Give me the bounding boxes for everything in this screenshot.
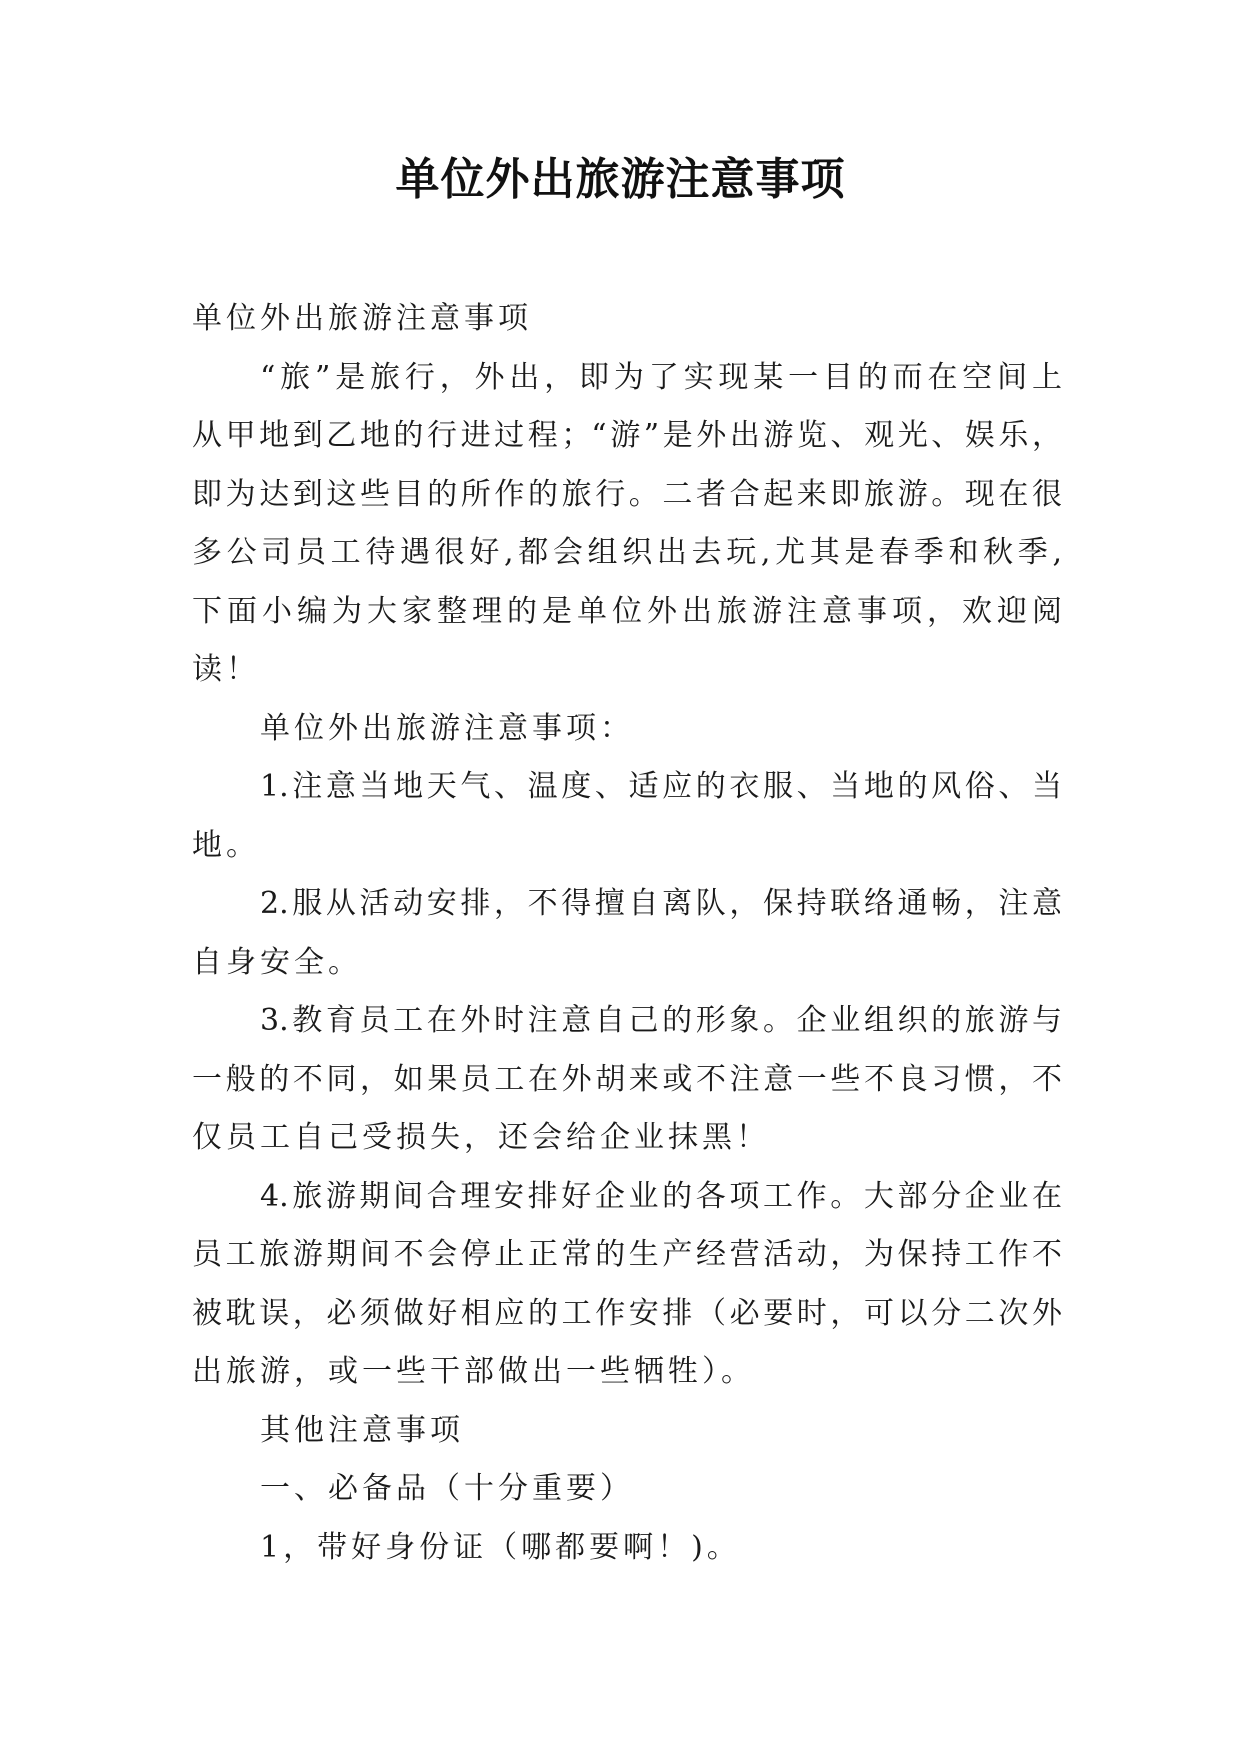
subsection-heading: 一、必备品（十分重要） — [260, 1471, 634, 1506]
list-item-2-cont: 自身安全。 — [192, 944, 362, 980]
subsection-item-1: 1，带好身份证（哪都要啊！)。 — [260, 1529, 741, 1565]
body-line: 多公司员工待遇很好,都会组织出去玩,尤其是春季和秋季, — [192, 535, 1062, 570]
list-item-3-cont: 仅员工自己受损失，还会给企业抹黑！ — [192, 1120, 770, 1155]
document-title: 单位外出旅游注意事项 — [395, 154, 846, 205]
list-item-4-cont: 被耽误，必须做好相应的工作安排（必要时，可以分二次外 — [192, 1295, 1062, 1331]
body-line: 即为达到这些目的所作的旅行。二者合起来即旅游。现在很 — [192, 476, 1062, 512]
body-line: “旅”是旅行，外出，即为了实现某一目的而在空间上 — [260, 359, 1062, 395]
list-item-1: 1.注意当地天气、温度、适应的衣服、当地的风俗、当 — [260, 769, 1062, 804]
list-item-3-cont: 一般的不同，如果员工在外胡来或不注意一些不良习惯，不 — [192, 1061, 1062, 1097]
list-item-4-cont: 出旅游，或一些干部做出一些牺牲）。 — [192, 1354, 755, 1389]
body-line: 从甲地到乙地的行进过程；“游”是外出游览、观光、娱乐， — [192, 418, 1062, 453]
document-body — [192, 290, 1062, 1577]
body-line-subtitle: 单位外出旅游注意事项 — [192, 301, 532, 336]
body-line: 读！ — [192, 652, 260, 687]
section-heading: 单位外出旅游注意事项： — [260, 710, 634, 746]
list-item-4: 4.旅游期间合理安排好企业的各项工作。大部分企业在 — [260, 1178, 1062, 1214]
section-heading-other: 其他注意事项 — [260, 1412, 464, 1448]
list-item-4-cont: 员工旅游期间不会停止正常的生产经营活动，为保持工作不 — [192, 1237, 1062, 1272]
list-item-3: 3.教育员工在外时注意自己的形象。企业组织的旅游与 — [260, 1003, 1062, 1038]
body-line: 下面小编为大家整理的是单位外出旅游注意事项，欢迎阅 — [192, 593, 1062, 629]
list-item-1-cont: 地。 — [192, 827, 260, 863]
list-item-2: 2.服从活动安排，不得擅自离队，保持联络通畅，注意 — [260, 886, 1062, 921]
